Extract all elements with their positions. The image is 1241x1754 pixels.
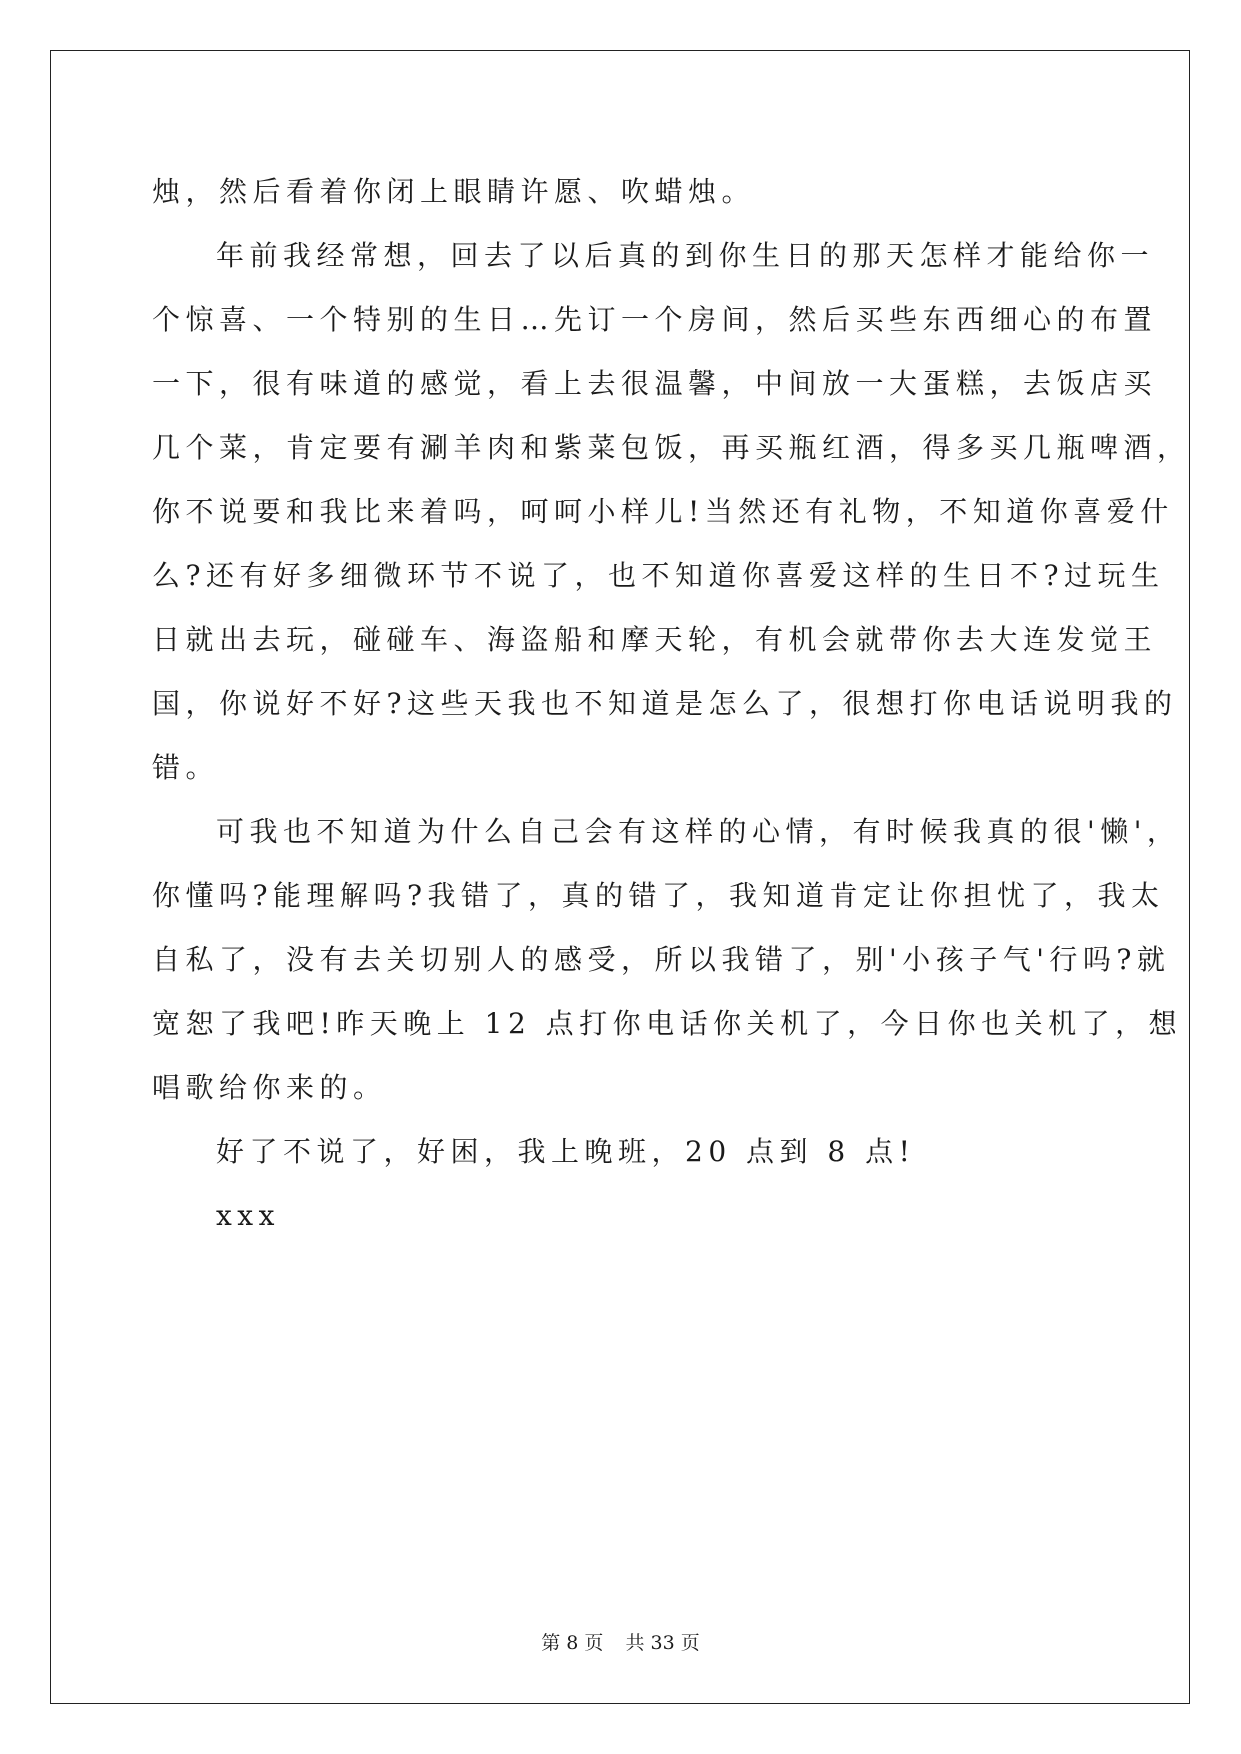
text-line: 国，你说好不好?这些天我也不知道是怎么了，很想打你电话说明我的: [152, 687, 1178, 720]
text-line: 个惊喜、一个特别的生日…先订一个房间，然后买些东西细心的布置: [152, 303, 1158, 336]
text-line: 烛，然后看着你闭上眼睛许愿、吹蜡烛。: [152, 175, 756, 208]
text-line: 可我也不知道为什么自己会有这样的心情，有时候我真的很'懒'，: [216, 815, 1181, 848]
text-line: 你不说要和我比来着吗，呵呵小样儿!当然还有礼物，不知道你喜爱什: [152, 495, 1174, 528]
text-line: 年前我经常想，回去了以后真的到你生日的那天怎样才能给你一: [216, 239, 1155, 272]
page-number: 第 8 页: [541, 1632, 604, 1654]
text-line: 你懂吗?能理解吗?我错了，真的错了，我知道肯定让你担忧了，我太: [152, 879, 1165, 912]
text-line: 几个菜，肯定要有涮羊肉和紫菜包饭，再买瓶红酒，得多买几瓶啤酒，: [152, 431, 1191, 464]
page-footer: [0, 1628, 1241, 1655]
page-total: 共 33 页: [625, 1632, 700, 1654]
document-body: [152, 160, 1191, 1248]
text-line: 唱歌给你来的。: [152, 1071, 387, 1104]
text-line: 自私了，没有去关切别人的感受，所以我错了，别'小孩子气'行吗?就: [152, 943, 1171, 976]
text-line: 错。: [152, 751, 220, 784]
text-line: 么?还有好多细微环节不说了，也不知道你喜爱这样的生日不?过玩生: [152, 559, 1165, 592]
text-line: 好了不说了，好困，我上晚班，20 点到 8 点!: [216, 1135, 916, 1168]
text-line: 日就出去玩，碰碰车、海盗船和摩天轮，有机会就带你去大连发觉王: [152, 623, 1158, 656]
text-line: 一下，很有味道的感觉，看上去很温馨，中间放一大蛋糕，去饭店买: [152, 367, 1158, 400]
signature-line: xxx: [216, 1199, 280, 1232]
text-line: 宽恕了我吧!昨天晚上 12 点打你电话你关机了，今日你也关机了，想: [152, 1007, 1183, 1040]
